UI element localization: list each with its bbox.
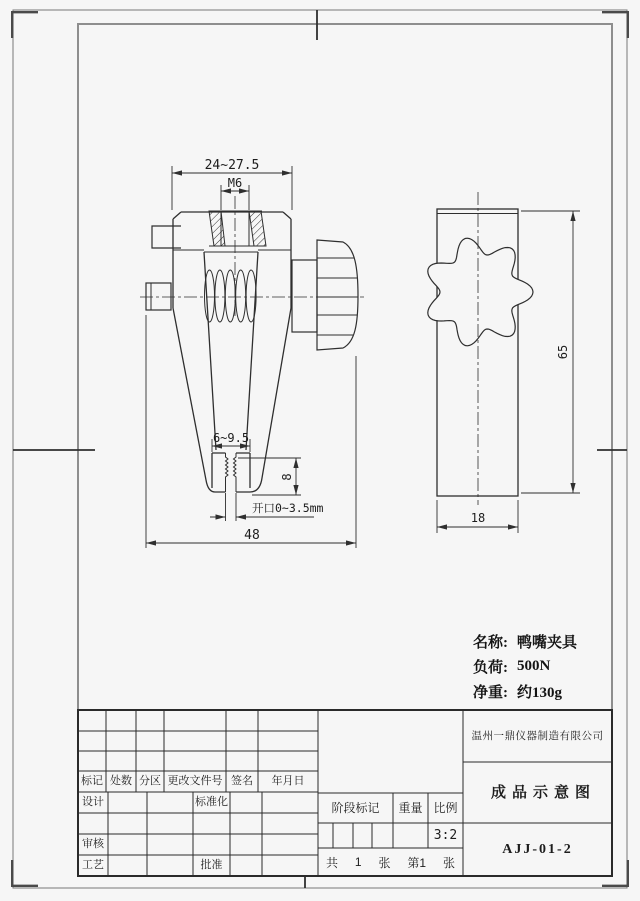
- product-load-label: 负荷:: [473, 659, 508, 676]
- tb-company: 温州一鼎仪器制造有限公司: [471, 729, 604, 742]
- threaded-insert: [209, 211, 266, 246]
- product-weight-value: 约130g: [517, 684, 563, 701]
- tb-role-review: 审核: [82, 838, 104, 850]
- tb-scale-label: 比例: [433, 801, 458, 815]
- tb-role-approval: 批准: [200, 859, 223, 871]
- tb-role-design: 设计: [82, 796, 104, 808]
- spring: [205, 270, 257, 322]
- product-name-row: [473, 630, 633, 652]
- product-weight-label: 净重:: [473, 684, 508, 701]
- jaw-serration-left: [226, 453, 229, 492]
- dim-top-width: 24~27.5: [204, 158, 260, 173]
- product-name-label: 名称:: [473, 634, 508, 651]
- tb-header-count: 处数: [110, 775, 132, 787]
- product-info: [473, 630, 633, 702]
- dim-thread: M6: [227, 176, 243, 190]
- tb-drawing-number: AJJ-01-2: [502, 841, 573, 857]
- centerlines: [140, 192, 478, 505]
- sheet-page-number: 第1: [407, 855, 427, 870]
- side-view: [428, 209, 533, 496]
- product-weight-row: [473, 680, 633, 702]
- tb-sheet-count: [322, 848, 459, 876]
- release-tab: [152, 226, 181, 248]
- knob-side-view: [317, 240, 358, 350]
- tb-header-signature: 签名: [231, 775, 253, 787]
- tb-role-process: 工艺: [82, 859, 104, 871]
- knob-front-outline: [428, 238, 533, 346]
- sheet-total-count: 1: [354, 855, 362, 869]
- dim-jaw-width: 6~9.5: [212, 431, 250, 445]
- tb-stage-label: 阶段标记: [331, 801, 380, 815]
- jaw-serration-right: [234, 453, 237, 492]
- dim-side-height: 65: [556, 344, 570, 360]
- tb-header-mark: 标记: [81, 775, 103, 787]
- sheet-total-prefix: 共: [326, 855, 339, 870]
- dim-jaw-depth: 8: [280, 473, 294, 481]
- product-name-value: 鸭嘴夹具: [517, 634, 578, 651]
- tb-scale-value: 3:2: [433, 828, 458, 843]
- front-view: [146, 211, 358, 492]
- tb-weight-label: 重量: [398, 801, 423, 815]
- washer: [292, 260, 317, 332]
- tb-role-standardization: 标准化: [195, 796, 228, 808]
- tb-drawing-title: 成品示意图: [490, 784, 596, 801]
- tb-header-date: 年月日: [271, 775, 305, 787]
- tb-header-zone: 分区: [139, 775, 161, 787]
- dim-opening: 开口0~3.5mm: [252, 501, 324, 515]
- screw-end: [146, 283, 171, 310]
- product-load-value: 500N: [517, 657, 551, 674]
- sheet-total-unit: 张: [378, 855, 391, 870]
- product-load-row: [473, 655, 633, 677]
- dim-side-width: 18: [470, 511, 486, 525]
- tb-header-change-file: 更改文件号: [167, 775, 223, 787]
- sheet-page-unit: 张: [442, 855, 455, 870]
- dim-total-width: 48: [244, 528, 260, 543]
